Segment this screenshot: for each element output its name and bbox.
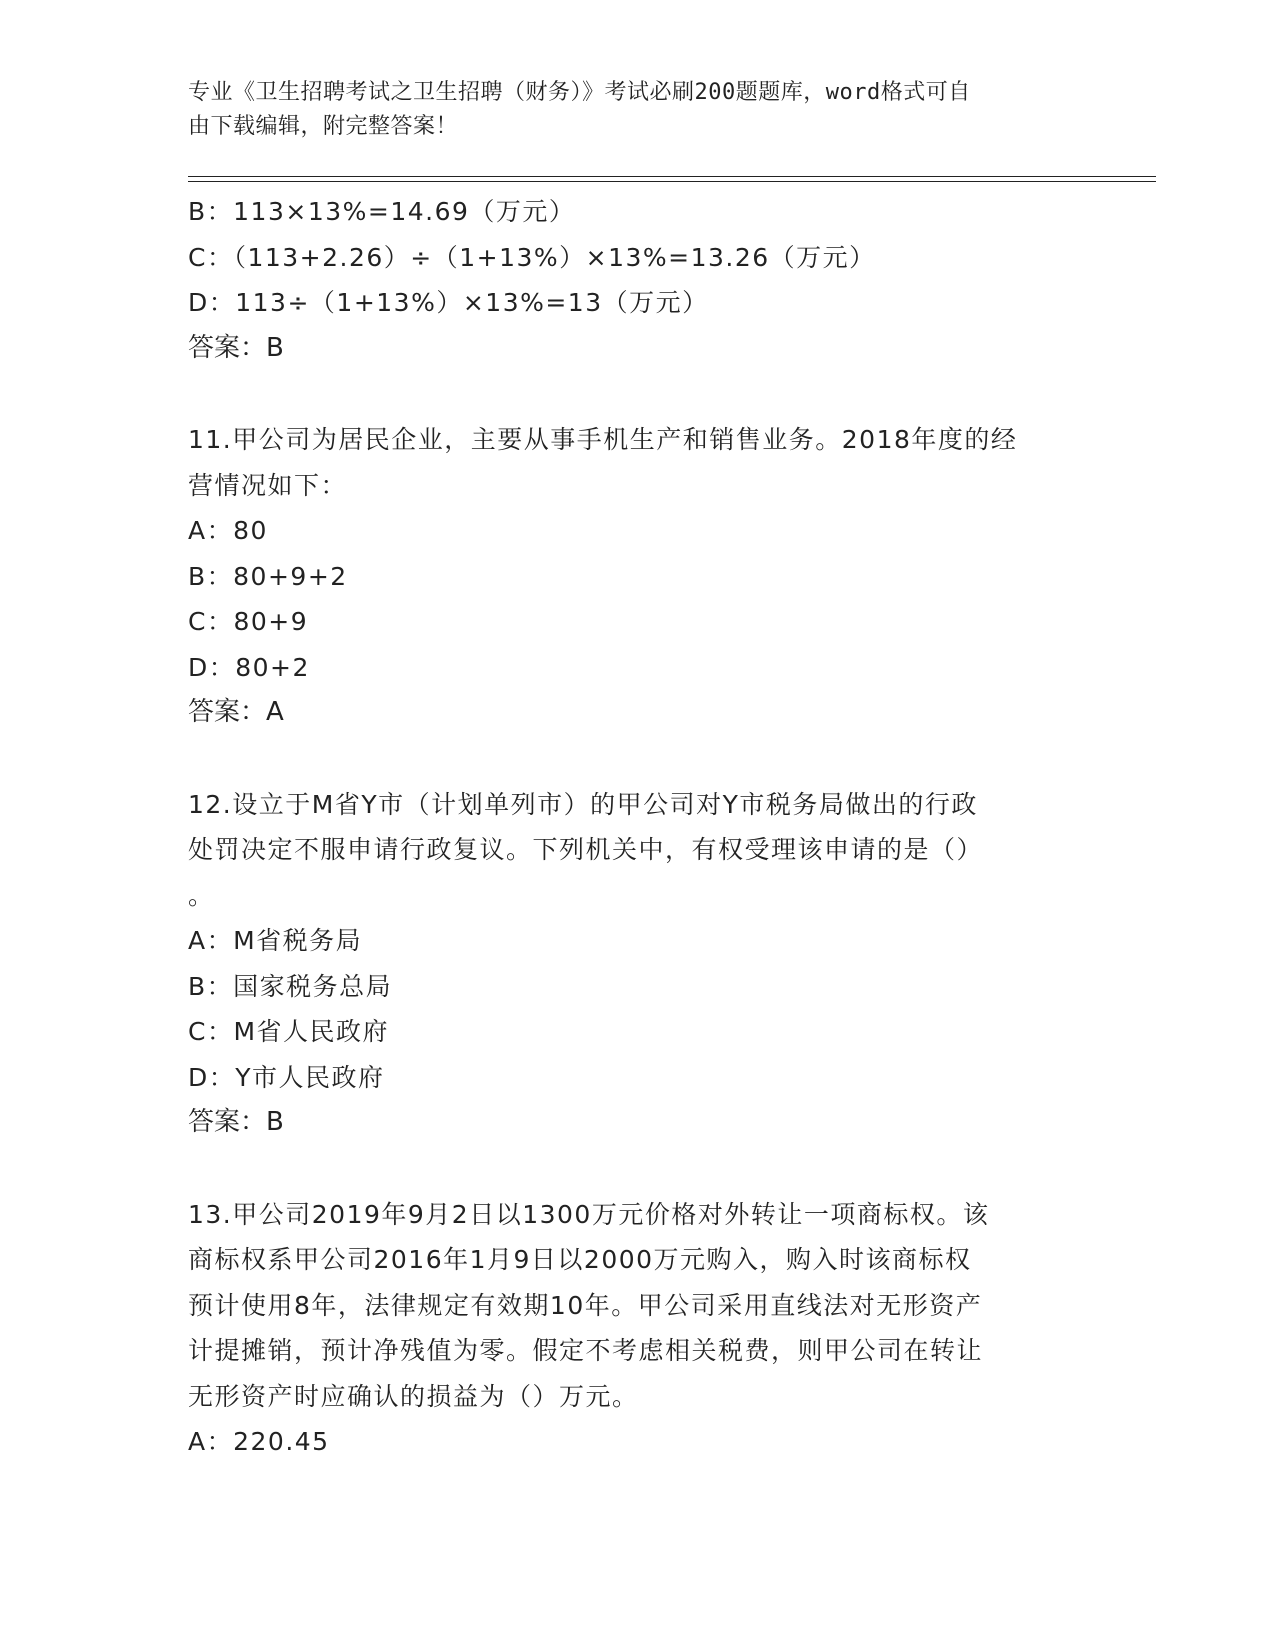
question-stem: 。 [188, 880, 215, 910]
header-line-2: 由下载编辑，附完整答案！ [188, 114, 459, 139]
option-a: A：220.45 [188, 1427, 330, 1456]
question-stem: 13.甲公司2019年9月2日以1300万元价格对外转让一项商标权。该 [188, 1199, 990, 1229]
question-13 [188, 1192, 1088, 1465]
document-content [188, 189, 1088, 1465]
answer: 答案：B [188, 1107, 284, 1137]
option-d: D：80+2 [188, 652, 310, 682]
answer: 答案：A [188, 697, 284, 727]
option-b: B：国家税务总局 [188, 971, 393, 1001]
question-11 [188, 417, 1088, 736]
question-stem: 11.甲公司为居民企业，主要从事手机生产和销售业务。2018年度的经 [188, 425, 1018, 454]
header-divider-top [188, 176, 1156, 177]
option-a: A：M省税务局 [188, 926, 363, 955]
answer: 答案：B [188, 332, 284, 363]
header-line-1: 专业《卫生招聘考试之卫生招聘（财务）》考试必刷200题题库，word格式可自 [188, 80, 971, 105]
question-12 [188, 782, 1088, 1146]
option-a: A：80 [188, 516, 268, 545]
option-c: C：（113+2.26）÷（1+13%）×13%=13.26（万元） [188, 242, 876, 272]
document-header [188, 76, 1088, 144]
question-stem: 计提摊销，预计净残值为零。假定不考虑相关税费，则甲公司在转让 [188, 1336, 984, 1365]
spacer [188, 371, 1088, 417]
spacer [188, 1146, 1088, 1192]
question-10-tail [188, 189, 1088, 371]
question-stem: 商标权系甲公司2016年1月9日以2000万元购入，购入时该商标权 [188, 1245, 972, 1274]
question-stem: 处罚决定不服申请行政复议。下列机关中，有权受理该申请的是（） [188, 835, 984, 864]
question-stem: 12.设立于M省Y市（计划单列市）的甲公司对Y市税务局做出的行政 [188, 789, 978, 819]
option-d: D：Y市人民政府 [188, 1062, 385, 1092]
header-divider-bottom [188, 181, 1156, 182]
option-b: B：80+9+2 [188, 561, 348, 591]
option-c: C：M省人民政府 [188, 1017, 390, 1046]
option-b: B：113×13%=14.69（万元） [188, 197, 576, 226]
question-stem: 营情况如下： [188, 470, 348, 500]
option-c: C：80+9 [188, 607, 309, 636]
option-d: D：113÷（1+13%）×13%=13（万元） [188, 288, 709, 317]
question-stem: 无形资产时应确认的损益为（）万元。 [188, 1381, 639, 1411]
question-stem: 预计使用8年，法律规定有效期10年。甲公司采用直线法对无形资产 [188, 1290, 983, 1320]
spacer [188, 736, 1088, 782]
